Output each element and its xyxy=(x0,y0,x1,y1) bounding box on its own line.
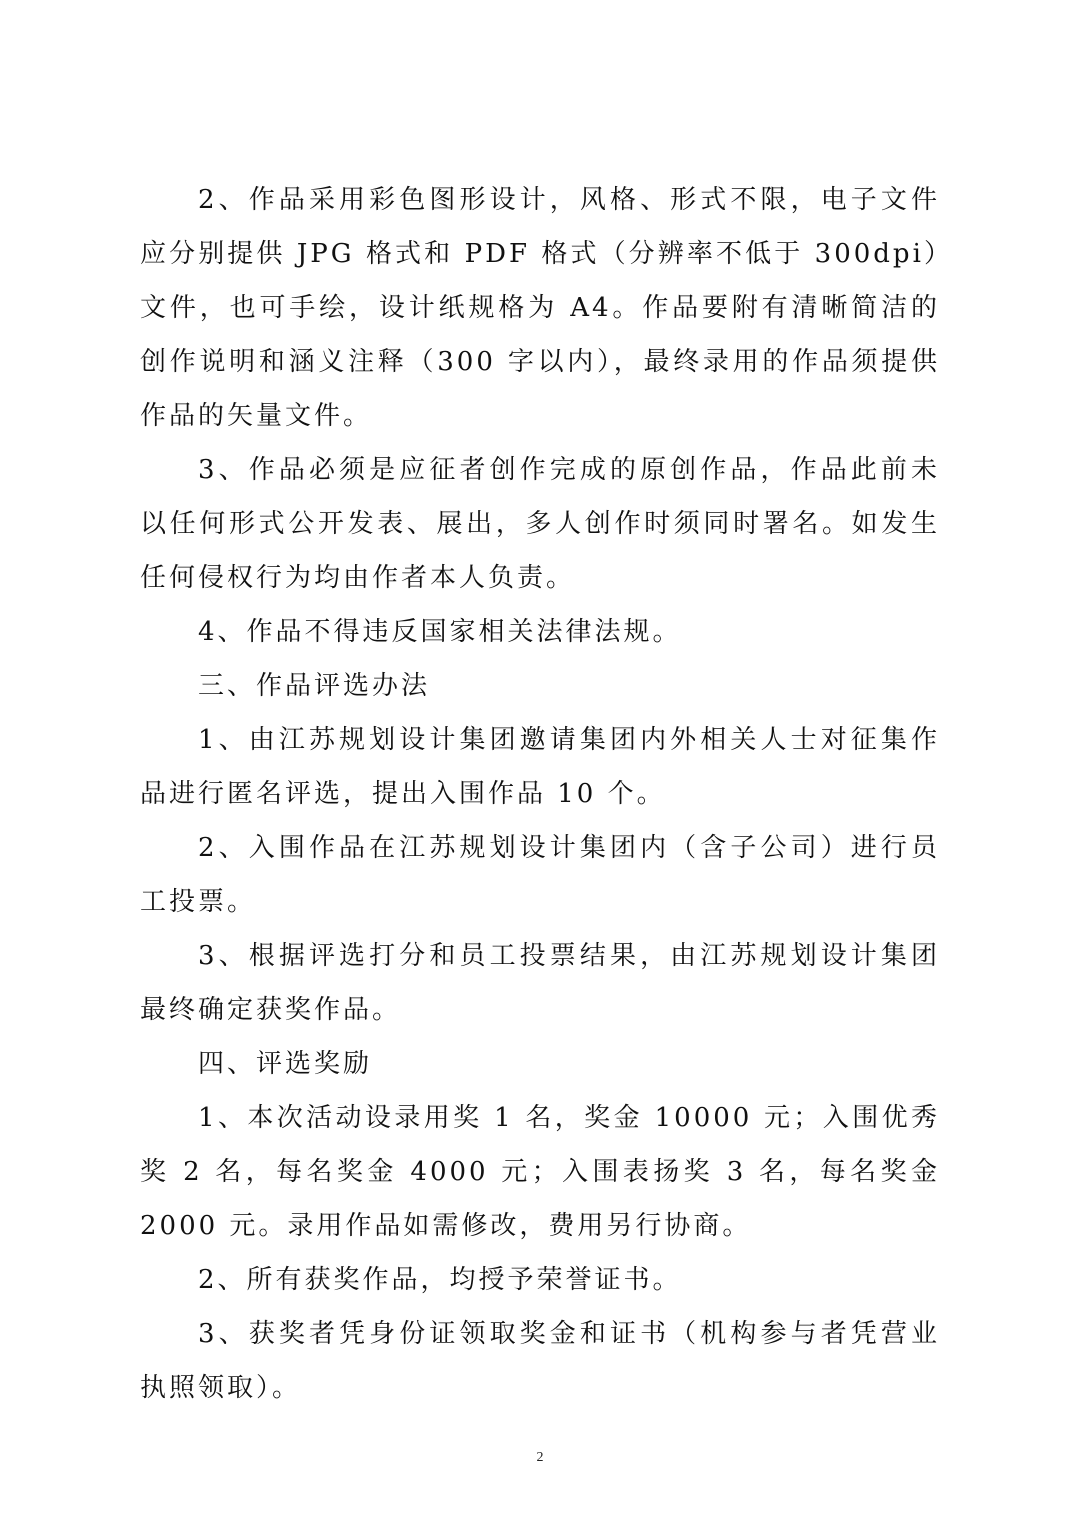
paragraph-originality: 3、作品必须是应征者创作完成的原创作品，作品此前未以任何形式公开发表、展出，多人创作时须同时署名。如发生任何侵权行为均由作者本人负责。 xyxy=(140,455,940,593)
page-number: 2 xyxy=(536,1450,544,1465)
paragraph-prize-amounts: 1、本次活动设录用奖 1 名，奖金 10000 元；入围优秀奖 2 名，每名奖金 4000 元；入围表扬奖 3 名，每名奖金 2000 元。录用作品如需修改，费用另行协商。 xyxy=(140,1103,940,1241)
paragraph-legal: 4、作品不得违反国家相关法律法规。 xyxy=(198,617,682,647)
paragraph-employee-vote: 2、入围作品在江苏规划设计集团内（含子公司）进行员工投票。 xyxy=(140,833,940,917)
paragraph-final-decision: 3、根据评选打分和员工投票结果，由江苏规划设计集团最终确定获奖作品。 xyxy=(140,941,940,1025)
document-body xyxy=(140,173,940,1415)
section-heading-evaluation: 三、作品评选办法 xyxy=(198,671,431,701)
paragraph-anonymous-review: 1、由江苏规划设计集团邀请集团内外相关人士对征集作品进行匿名评选，提出入围作品 10 个。 xyxy=(140,725,940,809)
section-heading-awards: 四、评选奖励 xyxy=(198,1049,373,1079)
paragraph-certificates: 2、所有获奖作品，均授予荣誉证书。 xyxy=(198,1265,682,1295)
paragraph-claim-prize: 3、获奖者凭身份证领取奖金和证书（机构参与者凭营业执照领取）。 xyxy=(140,1319,940,1403)
paragraph-format-requirements: 2、作品采用彩色图形设计，风格、形式不限，电子文件应分别提供 JPG 格式和 PDF 格式（分辨率不低于 300dpi）文件，也可手绘，设计纸规格为 A4。作品要附有清晰简洁的创作说明和涵义注释（300 字以内），最终录用的作品须提供作品的矢量文件。 xyxy=(140,185,940,431)
